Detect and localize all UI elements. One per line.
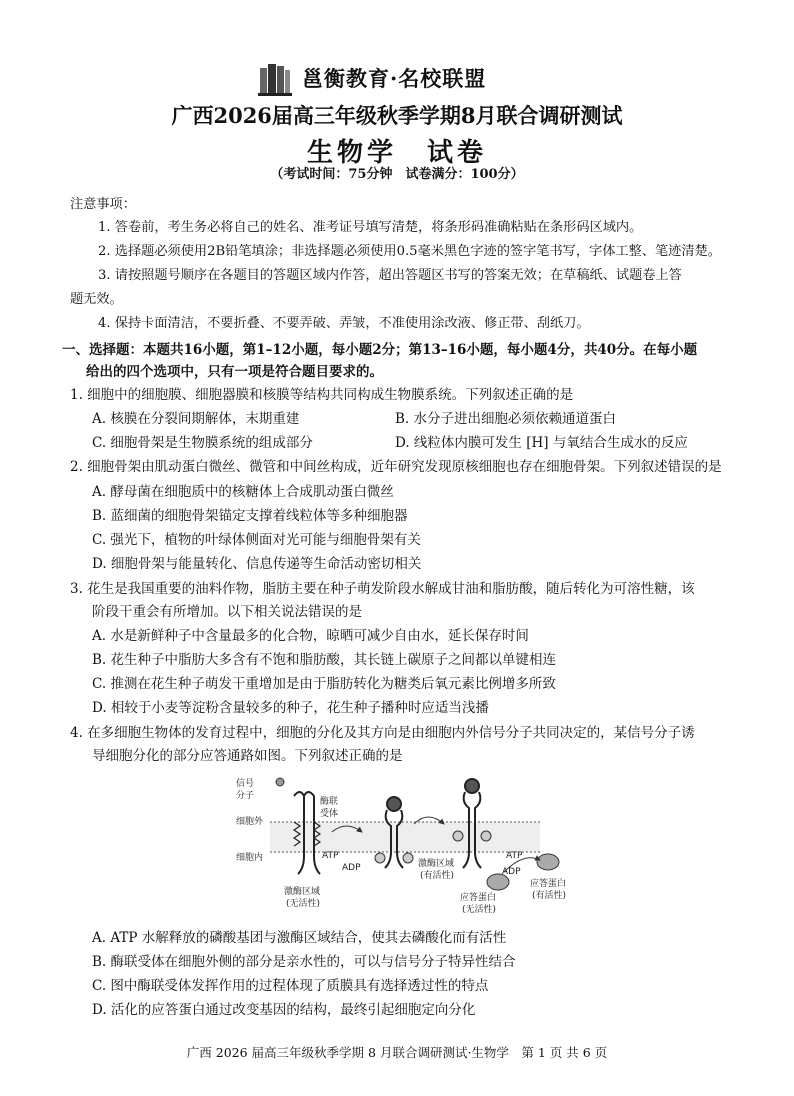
label-kinase-on: (有活性) — [420, 871, 455, 881]
question-stem-cont: 阶段干重会有所增加。以下相关说法错误的是 — [92, 604, 362, 620]
label-response-off: 应答蛋白 — [460, 893, 497, 903]
signal-pathway-diagram — [232, 774, 592, 920]
phosphate-group — [375, 853, 413, 863]
signal-molecule — [276, 778, 284, 786]
option-b: B. 水分子进出细胞必须依赖通道蛋白 — [395, 411, 617, 427]
cell-membrane — [270, 822, 540, 852]
option-d: D. 线粒体内膜可发生 [H] 与氧结合生成水的反应 — [395, 435, 688, 451]
note-item: 1. 答卷前，考生务必将自己的姓名、准考证号填写清楚，将条形码准确粘贴在条形码区域内。 — [98, 220, 643, 235]
label-signal: 分子 — [236, 791, 255, 801]
option-d: D. 活化的应答蛋白通过改变基因的结构，最终引起细胞定向分化 — [92, 1002, 476, 1018]
section-heading-cont: 给出的四个选项中，只有一项是符合题目要求的。 — [86, 364, 383, 380]
option-b: B. 花生种子中脂肪大多含有不饱和脂肪酸，其长链上碳原子之间都以单键相连 — [92, 652, 557, 668]
note-item: 3. 请按照题号顺序在各题目的答题区域内作答，超出答题区书写的答案无效；在草稿纸、试题卷上答 — [98, 268, 682, 283]
exam-title: 广西2026届高三年级秋季学期8月联合调研测试 — [171, 103, 623, 128]
subject-title: 生物学 试卷 — [306, 138, 487, 168]
label-inside: 细胞内 — [236, 853, 264, 863]
label-response-on: (有活性) — [532, 891, 567, 901]
exam-meta: （考试时间：75分钟 试卷满分：100分） — [270, 167, 524, 182]
brand-name: 邕衡教育·名校联盟 — [302, 66, 487, 91]
option-a: A. 水是新鲜种子中含量最多的化合物，晾晒可减少自由水，延长保存时间 — [92, 628, 529, 644]
option-c: C. 图中酶联受体发挥作用的过程体现了质膜具有选择透过性的特点 — [92, 978, 489, 994]
option-c: C. 强光下，植物的叶绿体侧面对光可能与细胞骨架有关 — [92, 532, 421, 548]
label-signal: 信号 — [236, 779, 255, 789]
label-outside: 细胞外 — [236, 817, 264, 827]
option-b: B. 蓝细菌的细胞骨架锚定支撑着线粒体等多种细胞器 — [92, 508, 408, 524]
question-stem: 1. 细胞中的细胞膜、细胞器膜和核膜等结构共同构成生物膜系统。下列叙述正确的是 — [70, 387, 574, 403]
question-stem: 3. 花生是我国重要的油料作物，脂肪主要在种子萌发阶段水解成甘油和脂肪酸，随后转化为可溶性糖，该 — [70, 581, 695, 597]
option-d: D. 相较于小麦等淀粉含量较多的种子，花生种子播种时应适当浅播 — [92, 700, 489, 716]
option-d: D. 细胞骨架与能量转化、信息传递等生命活动密切相关 — [92, 556, 422, 572]
label-kinase-off: (无活性) — [286, 899, 321, 909]
brand — [258, 60, 486, 96]
page-footer: 广西 2026 届高三年级秋季学期 8 月联合调研测试·生物学 第 1 页 共 6 页 — [186, 1045, 608, 1060]
option-a: A. 酵母菌在细胞质中的核糖体上合成肌动蛋白微丝 — [92, 484, 394, 500]
notes-heading: 注意事项： — [70, 197, 136, 212]
option-c: C. 推测在花生种子萌发干重增加是由于脂肪转化为糖类后氧元素比例增多所致 — [92, 676, 556, 692]
label-adp: ADP — [502, 867, 521, 877]
label-kinase-on: 激酶区域 — [418, 859, 455, 869]
question-stem: 2. 细胞骨架由肌动蛋白微丝、微管和中间丝构成，近年研究发现原核细胞也存在细胞骨架。下列叙述错误的是 — [70, 459, 722, 475]
response-protein-active — [537, 854, 559, 870]
label-receptor: 受体 — [320, 809, 339, 819]
note-item-cont: 题无效。 — [70, 292, 123, 307]
label-adp: ADP — [342, 863, 361, 873]
note-item: 4. 保持卡面清洁，不要折叠、不要弄破、弄皱，不准使用涂改液、修正带、刮纸刀。 — [98, 316, 590, 331]
books-logo-icon — [258, 60, 292, 96]
label-kinase-off: 激酶区域 — [284, 887, 321, 897]
option-a: A. ATP 水解释放的磷酸基团与激酶区域结合，使其去磷酸化而有活性 — [92, 930, 507, 946]
label-response-on: 应答蛋白 — [530, 879, 567, 889]
option-c: C. 细胞骨架是生物膜系统的组成部分 — [92, 435, 313, 451]
question-stem: 4. 在多细胞生物体的发育过程中，细胞的分化及其方向是由细胞内外信号分子共同决定的，某信号分子诱 — [70, 725, 695, 741]
label-receptor: 酶联 — [320, 797, 339, 807]
label-atp: ATP — [322, 851, 339, 861]
note-item: 2. 选择题必须使用2B铅笔填涂；非选择题必须使用0.5毫米黑色字迹的签字笔书写，字体工整、笔迹清楚。 — [98, 244, 721, 259]
label-atp: ATP — [506, 851, 523, 861]
question-stem-cont: 导细胞分化的部分应答通路如图。下列叙述正确的是 — [92, 748, 403, 764]
option-a: A. 核膜在分裂间期解体，末期重建 — [92, 411, 300, 427]
label-response-off: (无活性) — [462, 905, 497, 915]
section-heading: 一、选择题：本题共16小题，第1–12小题，每小题2分；第13–16小题，每小题4分，共40分。在每小题 — [62, 342, 698, 358]
option-b: B. 酶联受体在细胞外侧的部分是亲水性的，可以与信号分子特异性结合 — [92, 954, 516, 970]
